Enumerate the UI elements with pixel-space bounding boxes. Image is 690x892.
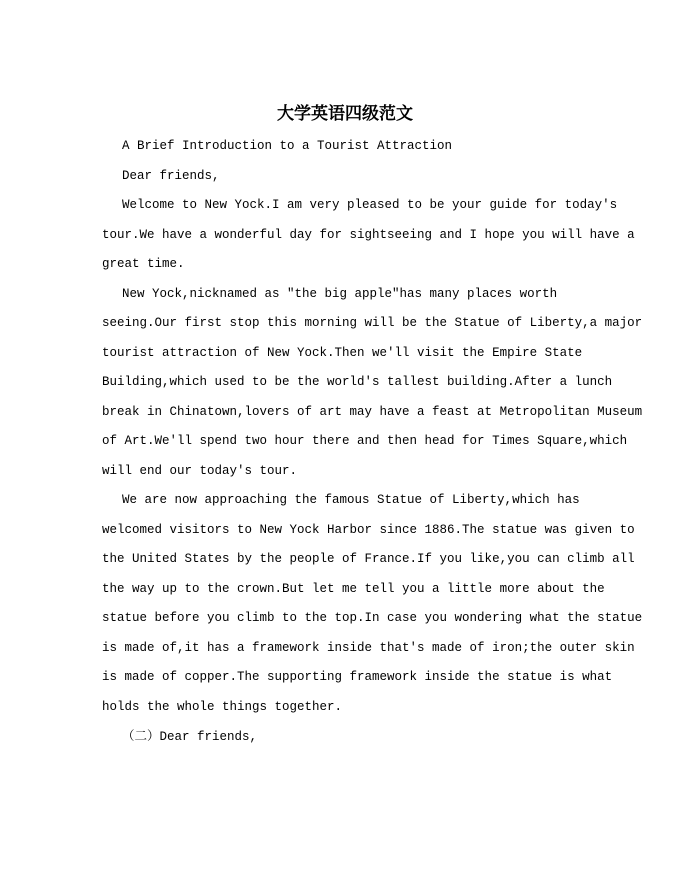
essay-heading: A Brief Introduction to a Tourist Attraction (122, 139, 453, 153)
text-line: the way up to the crown.But let me tell you a little more about the (102, 582, 605, 596)
text-line: We are now approaching the famous Statue of Liberty,which has (122, 493, 580, 507)
text-line: great time. (102, 257, 185, 271)
text-line: the United States by the people of France.If you like,you can climb all (102, 552, 635, 566)
section-salutation: （二）Dear friends, (122, 730, 258, 744)
text-line: New Yock,nicknamed as "the big apple"has many places worth (122, 287, 558, 301)
text-line: tourist attraction of New Yock.Then we'll visit the Empire State (102, 346, 583, 360)
page-title: 大学英语四级范文 (277, 104, 413, 124)
text-line: Welcome to New Yock.I am very pleased to be your guide for today's (122, 198, 618, 212)
text-line: tour.We have a wonderful day for sightseeing and I hope you will have a (102, 228, 635, 242)
text-line: Building,which used to be the world's tallest building.After a lunch (102, 375, 613, 389)
text-line: break in Chinatown,lovers of art may have a feast at Metropolitan Museum (102, 405, 643, 419)
text-line: is made of,it has a framework inside that's made of iron;the outer skin (102, 641, 635, 655)
text-line: statue before you climb to the top.In case you wondering what the statue (102, 611, 643, 625)
text-line: is made of copper.The supporting framework inside the statue is what (102, 670, 613, 684)
text-line: will end our today's tour. (102, 464, 298, 478)
text-line: seeing.Our first stop this morning will be the Statue of Liberty,a major (102, 316, 643, 330)
salutation: Dear friends, (122, 169, 220, 183)
text-line: welcomed visitors to New Yock Harbor since 1886.The statue was given to (102, 523, 635, 537)
text-line: of Art.We'll spend two hour there and then head for Times Square,which (102, 434, 628, 448)
text-line: holds the whole things together. (102, 700, 343, 714)
